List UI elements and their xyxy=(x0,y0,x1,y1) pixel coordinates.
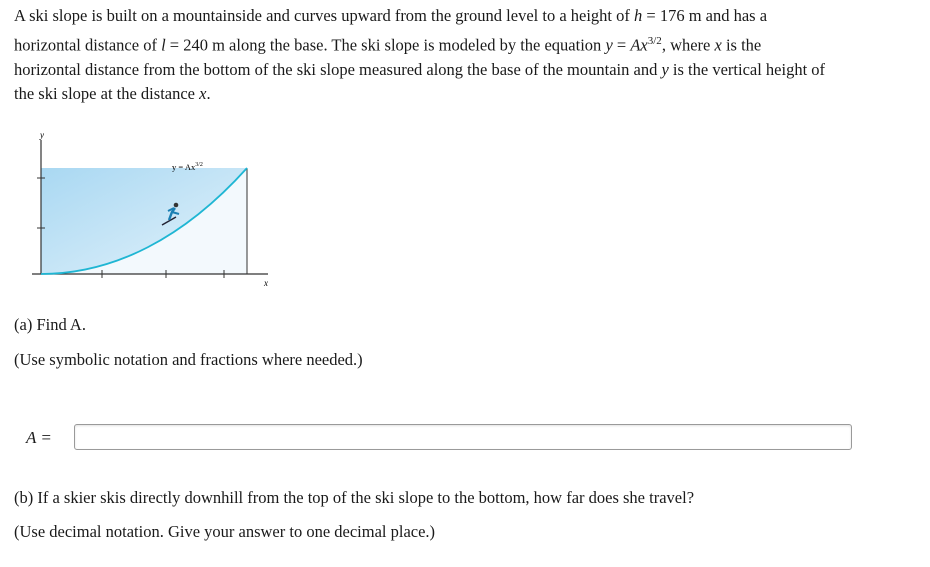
y-axis-label: y xyxy=(40,130,44,140)
part-a-prompt: (a) Find A. xyxy=(14,315,86,334)
answer-a-label: A = xyxy=(26,428,52,447)
answer-a-input[interactable] xyxy=(74,424,852,450)
x-axis-label: x xyxy=(264,278,268,288)
part-a-hint: (Use symbolic notation and fractions where needed.) xyxy=(14,350,363,369)
part-b-hint: (Use decimal notation. Give your answer to one decimal place.) xyxy=(14,522,436,541)
problem-statement: A ski slope is built on a mountainside and curves upward from the ground level to a height of h = 176 m and has a horizontal distance of l = 240 m along the base. The ski slope is modeled by the equation $y = Ax^{3/2}$, where x is the horizontal distance from the bottom of the ski slope measured along the base of the mountain and y is the vertical height of the ski slope at the distance x. xyxy=(14,6,826,103)
curve-label: $y = Ax^{3/2}$ xyxy=(172,162,203,172)
ski-slope-diagram xyxy=(14,128,284,298)
ski-slope-figure xyxy=(14,128,284,298)
part-b-prompt: (b) If a skier skis directly downhill from the top of the ski slope to the bottom, how far does she travel? xyxy=(14,488,695,507)
